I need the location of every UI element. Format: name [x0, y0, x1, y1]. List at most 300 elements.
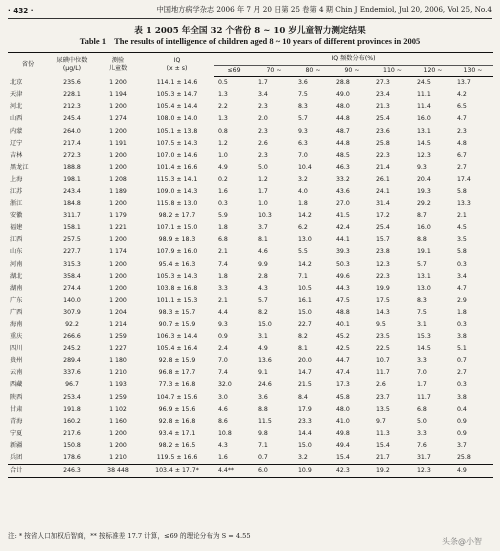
- province-cell: 贵州: [10, 357, 23, 365]
- province-cell: 北京: [10, 78, 23, 86]
- table-cell: 107.9 ± 16.0: [156, 248, 198, 256]
- table-cell: 5.7: [417, 260, 427, 268]
- table-cell: 3.6: [298, 79, 308, 87]
- table-cell: 1 200: [109, 163, 127, 171]
- table-cell: 1 200: [109, 103, 127, 111]
- tested-label: 测验: [111, 56, 125, 64]
- table-cell: 0.3: [457, 260, 467, 268]
- province-cell: 重庆: [10, 333, 23, 341]
- table-cell: 191.8: [63, 405, 81, 413]
- province-cell: 内蒙: [10, 127, 23, 135]
- table-cell: 1 200: [109, 272, 127, 280]
- table-cell: 3.2: [298, 454, 308, 462]
- table-cell: 1 180: [109, 357, 127, 365]
- table-cell: 42.3: [332, 465, 372, 478]
- table-cell: 45.8: [336, 393, 350, 401]
- table-cell: 21.4: [376, 163, 390, 171]
- table-cell: 7.6: [417, 441, 427, 449]
- iq-label: IQ: [173, 56, 181, 64]
- table-cell: 1.3: [218, 91, 228, 99]
- table-cell: 23.3: [298, 417, 312, 425]
- table-cell: 31.4: [376, 200, 390, 208]
- iodine-unit: (μg/L): [62, 64, 82, 72]
- table-cell: 6.8: [218, 236, 228, 244]
- table-cell: 227.7: [63, 248, 81, 256]
- table-cell: 25.8: [457, 454, 471, 462]
- table-cell: 10.3: [258, 212, 272, 220]
- table-cell: 49.6: [336, 272, 350, 280]
- table-cell: 0.3: [218, 200, 228, 208]
- table-cell: 1.8: [218, 224, 228, 232]
- table-cell: 44.8: [336, 139, 350, 147]
- table-cell: 6.0: [254, 465, 294, 478]
- table-cell: 1 208: [109, 175, 127, 183]
- table-cell: 5.8: [457, 248, 467, 256]
- table-cell: 7.1: [298, 272, 308, 280]
- table-cell: 15.7: [376, 236, 390, 244]
- province-cell: 西藏: [10, 381, 23, 389]
- table-cell: 49.0: [336, 91, 350, 99]
- table-cell: 96.9 ± 15.6: [158, 405, 196, 413]
- province-cell: 吉林: [10, 151, 23, 159]
- table-cell: 105.1 ± 13.8: [156, 127, 198, 135]
- table-cell: 2.4: [218, 345, 228, 353]
- table-cell: 43.6: [336, 187, 350, 195]
- table-cell: 17.9: [298, 405, 312, 413]
- table-cell: 1 200: [109, 200, 127, 208]
- table-cell: 92.8 ± 15.9: [158, 357, 196, 365]
- province-cell: 山东: [10, 248, 23, 256]
- table-cell: 246.3: [48, 465, 96, 478]
- table-cell: 41.5: [336, 212, 350, 220]
- table-cell: 2.6: [258, 139, 268, 147]
- table-cell: 140.0: [63, 296, 81, 304]
- table-cell: 1 221: [109, 224, 127, 232]
- table-cell: 13.6: [258, 357, 272, 365]
- table-cell: 5.0: [417, 417, 427, 425]
- col-header-iq: [140, 53, 214, 77]
- bin-header: 130 ~: [453, 66, 493, 77]
- table-cell: 0.9: [457, 429, 467, 437]
- table-cell: 19.1: [417, 248, 431, 256]
- table-cell: 14.2: [298, 212, 312, 220]
- table-cell: 103.4 ± 17.7*: [140, 465, 214, 478]
- table-cell: 15.4: [336, 454, 350, 462]
- table-cell: 7.0: [298, 151, 308, 159]
- table-cell: 16.0: [417, 115, 431, 123]
- table-cell: 0.9: [457, 417, 467, 425]
- table-cell: 24.1: [376, 187, 390, 195]
- watermark: 头条@小智: [442, 537, 482, 546]
- table-cell: 3.1: [417, 321, 427, 329]
- table-cell: 3.6: [258, 393, 268, 401]
- table-cell: 7.5: [298, 91, 308, 99]
- table-cell: 21.5: [298, 381, 312, 389]
- table-cell: 8.3: [298, 103, 308, 111]
- table-row: [8, 379, 493, 391]
- table-cell: 3.4: [457, 272, 467, 280]
- table-cell: 1.0: [218, 151, 228, 159]
- table-cell: 4.7: [457, 115, 467, 123]
- table-cell: 42.5: [336, 345, 350, 353]
- province-cell: 青海: [10, 417, 23, 425]
- table-cell: 1 200: [109, 296, 127, 304]
- table-cell: 17.3: [336, 381, 350, 389]
- table-footnote: 注: * 按省人口加权后智商，** 按标准差 17.7 计算，≤69 的理论分布为 S = 4.55: [8, 532, 251, 540]
- province-cell: 河南: [10, 260, 23, 268]
- table-cell: 3.7: [258, 224, 268, 232]
- province-cell: 新疆: [10, 441, 23, 449]
- table-cell: 108.0 ± 14.0: [156, 115, 198, 123]
- table-cell: 23.4: [376, 91, 390, 99]
- table-row: [8, 440, 493, 452]
- table-cell: 3.7: [457, 441, 467, 449]
- table-cell: 14.2: [298, 260, 312, 268]
- table-cell: 0.7: [258, 454, 268, 462]
- bin-header: 90 ~: [332, 66, 372, 77]
- table-cell: 7.4: [218, 369, 228, 377]
- table-cell: 1 174: [109, 248, 127, 256]
- table-row: [8, 150, 493, 162]
- table-row: [8, 89, 493, 101]
- table-cell: 150.8: [63, 441, 81, 449]
- table-cell: 9.3: [417, 163, 427, 171]
- table-cell: 9.7: [376, 417, 386, 425]
- table-cell: 11.7: [417, 393, 431, 401]
- table-cell: 8.8: [417, 236, 427, 244]
- table-cell: 38 448: [96, 465, 140, 478]
- table-cell: 10.8: [218, 429, 232, 437]
- table-cell: 1.2: [258, 175, 268, 183]
- table-cell: 0.2: [218, 175, 228, 183]
- table-cell: 23.7: [376, 393, 390, 401]
- table-cell: 48.5: [336, 151, 350, 159]
- table-cell: 1 210: [109, 454, 127, 462]
- table-cell: 13.0: [298, 236, 312, 244]
- table-cell: 13.1: [417, 272, 431, 280]
- table-cell: 6.5: [457, 103, 467, 111]
- province-cell: 山西: [10, 115, 23, 123]
- table-cell: 20.4: [417, 175, 431, 183]
- table-cell: 25.4: [376, 115, 390, 123]
- table-cell: 22.7: [298, 321, 312, 329]
- table-cell: 7.0: [417, 369, 427, 377]
- table-cell: 41.0: [336, 417, 350, 425]
- table-cell: 4.3: [218, 441, 228, 449]
- table-cell: 3.2: [298, 175, 308, 183]
- table-cell: 2.0: [258, 115, 268, 123]
- table-cell: 0.5: [218, 79, 228, 87]
- table-cell: 1 227: [109, 345, 127, 353]
- table-cell: 39.3: [336, 248, 350, 256]
- col-header-iodine: [48, 53, 96, 77]
- table-cell: 2.3: [258, 103, 268, 111]
- table-cell: 0.8: [218, 127, 228, 135]
- table-cell: 5.5: [298, 248, 308, 256]
- table-cell: 29.2: [417, 200, 431, 208]
- table-cell: 19.3: [417, 187, 431, 195]
- province-cell: 湖南: [10, 284, 23, 292]
- table-cell: 14.4: [298, 429, 312, 437]
- table-cell: 4.4**: [214, 465, 254, 478]
- table-row: [8, 404, 493, 416]
- table-cell: 228.1: [63, 91, 81, 99]
- table-cell: 1.0: [258, 200, 268, 208]
- table-row: [8, 246, 493, 258]
- table-row: [8, 101, 493, 113]
- table-cell: 14.7: [298, 369, 312, 377]
- table-cell: 8.8: [258, 405, 268, 413]
- table-cell: 12.3: [413, 465, 453, 478]
- table-cell: 1 191: [109, 139, 127, 147]
- table-cell: 15.0: [298, 441, 312, 449]
- table-cell: 2.7: [457, 369, 467, 377]
- table-cell: 5.7: [298, 115, 308, 123]
- table-cell: 307.9: [63, 308, 81, 316]
- total-row: [8, 465, 493, 478]
- table-cell: 1.6: [218, 454, 228, 462]
- table-cell: 217.4: [63, 139, 81, 147]
- table-cell: 289.4: [63, 357, 81, 365]
- table-cell: 9.5: [376, 321, 386, 329]
- table-cell: 8.6: [218, 417, 228, 425]
- table-cell: 24.6: [258, 381, 272, 389]
- table-cell: 50.3: [336, 260, 350, 268]
- table-cell: 26.1: [376, 175, 390, 183]
- table-row: [8, 416, 493, 428]
- table-cell: 23.8: [376, 248, 390, 256]
- table-title-en: [0, 36, 500, 46]
- province-cell: 兵团: [10, 454, 23, 462]
- province-cell: 黑龙江: [10, 163, 29, 171]
- table-cell: 1.3: [218, 115, 228, 123]
- bin-header: 110 ~: [372, 66, 413, 77]
- journal-citation: 中国地方病学杂志 2006 年 7 月 20 日第 25 卷第 4 期 Chin J Endemiol, Jul 20, 2006, Vol 25, No.4: [156, 5, 492, 14]
- table-cell: 0.4: [457, 405, 467, 413]
- table-cell: 13.5: [376, 405, 390, 413]
- table-cell: 1 200: [109, 236, 127, 244]
- table-cell: 42.4: [336, 224, 350, 232]
- table-cell: 4.9: [258, 345, 268, 353]
- table-cell: 5.9: [218, 212, 228, 220]
- table-cell: 5.1: [457, 345, 467, 353]
- table-cell: 8.1: [258, 236, 268, 244]
- table-cell: 2.1: [218, 248, 228, 256]
- table-cell: 3.8: [457, 393, 467, 401]
- table-cell: 114.1 ± 14.6: [156, 78, 198, 86]
- table-cell: 98.2 ± 16.5: [158, 441, 196, 449]
- province-cell: 辽宁: [10, 139, 23, 147]
- table-cell: 1 200: [109, 78, 127, 86]
- table-cell: 16.1: [298, 296, 312, 304]
- table-row: [8, 186, 493, 198]
- table-cell: 3.8: [457, 333, 467, 341]
- table-cell: 0.7: [457, 357, 467, 365]
- table-cell: 8.7: [417, 212, 427, 220]
- table-cell: 3.3: [417, 357, 427, 365]
- table-cell: 4.6: [258, 248, 268, 256]
- table-cell: 32.0: [218, 381, 232, 389]
- table-row: [8, 452, 493, 465]
- table-cell: 311.7: [63, 212, 81, 220]
- table-cell: 1 179: [109, 212, 127, 220]
- table-cell: 245.2: [63, 345, 81, 353]
- table-row: [8, 259, 493, 271]
- table-cell: 1 200: [109, 260, 127, 268]
- table-cell: 3.5: [457, 236, 467, 244]
- province-cell: 江苏: [10, 187, 23, 195]
- table-cell: 107.1 ± 15.0: [156, 224, 198, 232]
- table-cell: 1.8: [298, 200, 308, 208]
- table-row: [8, 392, 493, 404]
- table-cell: 1 214: [109, 321, 127, 329]
- table-cell: 243.4: [63, 187, 81, 195]
- table-cell: 7.1: [258, 441, 268, 449]
- table-row: [8, 271, 493, 283]
- table-cell: 4.3: [258, 284, 268, 292]
- table-cell: 1 210: [109, 369, 127, 377]
- table-cell: 119.5 ± 16.6: [156, 454, 198, 462]
- table-cell: 266.6: [63, 333, 81, 341]
- table-cell: 101.1 ± 15.3: [156, 296, 198, 304]
- table-cell: 235.6: [63, 78, 81, 86]
- table-row: [8, 307, 493, 319]
- table-cell: 1 200: [109, 441, 127, 449]
- table-cell: 15.0: [298, 308, 312, 316]
- iq-results-table: [8, 52, 493, 478]
- province-cell: 福建: [10, 224, 23, 232]
- table-row: [8, 367, 493, 379]
- table-cell: 1 200: [109, 429, 127, 437]
- table-row: [8, 125, 493, 137]
- table-cell: 17.2: [376, 212, 390, 220]
- table-cell: 2.2: [218, 103, 228, 111]
- table-cell: 49.8: [336, 429, 350, 437]
- table-cell: 1.7: [417, 381, 427, 389]
- table-cell: 1 200: [109, 151, 127, 159]
- table-cell: 10.7: [376, 357, 390, 365]
- table-cell: 101.4 ± 16.6: [156, 163, 198, 171]
- table-cell: 8.2: [298, 333, 308, 341]
- table-cell: 7.5: [417, 308, 427, 316]
- table-cell: 1 200: [109, 284, 127, 292]
- table-cell: 12.3: [376, 260, 390, 268]
- table-cell: 5.0: [258, 163, 268, 171]
- table-cell: 13.3: [457, 200, 471, 208]
- table-cell: 3.4: [258, 91, 268, 99]
- table-cell: 1 160: [109, 417, 127, 425]
- province-cell: 江西: [10, 236, 23, 244]
- running-header: [8, 3, 492, 17]
- table-row: [8, 355, 493, 367]
- table-cell: 5.8: [457, 187, 467, 195]
- table-cell: 10.5: [298, 284, 312, 292]
- table-cell: 77.3 ± 16.8: [158, 381, 196, 389]
- table-cell: 6.7: [457, 151, 467, 159]
- table-cell: 3.1: [258, 333, 268, 341]
- table-row: [8, 234, 493, 246]
- table-cell: 48.0: [336, 103, 350, 111]
- table-label: Table 1: [79, 36, 107, 46]
- col-header-province: 省份: [8, 53, 48, 77]
- table-cell: 28.8: [336, 79, 350, 87]
- table-row: [8, 138, 493, 150]
- table-cell: 253.4: [63, 393, 81, 401]
- table-cell: 23.5: [376, 333, 390, 341]
- table-cell: 9.1: [258, 369, 268, 377]
- table-cell: 96.8 ± 17.7: [158, 369, 196, 377]
- table-cell: 337.6: [63, 369, 81, 377]
- table-cell: 106.3 ± 14.4: [156, 333, 198, 341]
- col-header-tested: [96, 53, 140, 77]
- table-cell: 1 102: [109, 405, 127, 413]
- province-cell: 宁夏: [10, 429, 23, 437]
- table-cell: 105.4 ± 14.4: [156, 103, 198, 111]
- table-cell: 48.0: [336, 405, 350, 413]
- table-cell: 5.7: [258, 296, 268, 304]
- table-cell: 0.9: [218, 333, 228, 341]
- table-cell: 103.8 ± 16.8: [156, 284, 198, 292]
- province-cell: 陕西: [10, 393, 23, 401]
- table-cell: 13.0: [417, 284, 431, 292]
- table-cell: 96.7: [65, 381, 79, 389]
- table-cell: 22.3: [376, 272, 390, 280]
- table-cell: 11.7: [376, 369, 390, 377]
- table-cell: 33.2: [336, 175, 350, 183]
- table-cell: 14.5: [417, 139, 431, 147]
- table-cell: 19.2: [372, 465, 413, 478]
- table-cell: 7.4: [218, 260, 228, 268]
- table-cell: 2.1: [457, 212, 467, 220]
- table-cell: 4.2: [457, 91, 467, 99]
- table-cell: 1.8: [218, 272, 228, 280]
- table-cell: 1.6: [218, 187, 228, 195]
- table-cell: 19.9: [376, 284, 390, 292]
- table-cell: 315.3: [63, 260, 81, 268]
- province-cell: 上海: [10, 175, 23, 183]
- table-cell: 1 259: [109, 333, 127, 341]
- table-cell: 2.7: [457, 163, 467, 171]
- table-title-cn: 表 1 2005 年全国 32 个省份 8 ~ 10 岁儿童智力测定结果: [134, 26, 366, 36]
- table-cell: 1 189: [109, 187, 127, 195]
- table-cell: 1 200: [109, 127, 127, 135]
- table-cell: 21.7: [376, 454, 390, 462]
- table-cell: 47.5: [336, 296, 350, 304]
- table-row: [8, 343, 493, 355]
- table-cell: 1.7: [258, 79, 268, 87]
- table-cell: 104.7 ± 15.6: [156, 393, 198, 401]
- table-cell: 274.4: [63, 284, 81, 292]
- province-cell: 湖北: [10, 272, 23, 280]
- province-cell: 广东: [10, 296, 23, 304]
- table-cell: 1.7: [258, 187, 268, 195]
- table-cell: 95.4 ± 16.3: [158, 260, 196, 268]
- table-cell: 188.8: [63, 163, 81, 171]
- table-row: [8, 174, 493, 186]
- table-cell: 1 194: [109, 91, 127, 99]
- table-cell: 4.0: [298, 187, 308, 195]
- table-row: [8, 198, 493, 210]
- province-cell: 安徽: [10, 212, 23, 220]
- table-cell: 13.1: [417, 127, 431, 135]
- table-cell: 92.8 ± 16.8: [158, 417, 196, 425]
- table-cell: 6.2: [298, 224, 308, 232]
- table-cell: 24.5: [417, 79, 431, 87]
- table-cell: 10.4: [298, 163, 312, 171]
- table-cell: 2.3: [457, 127, 467, 135]
- table-row: [8, 210, 493, 222]
- table-cell: 9.9: [258, 260, 268, 268]
